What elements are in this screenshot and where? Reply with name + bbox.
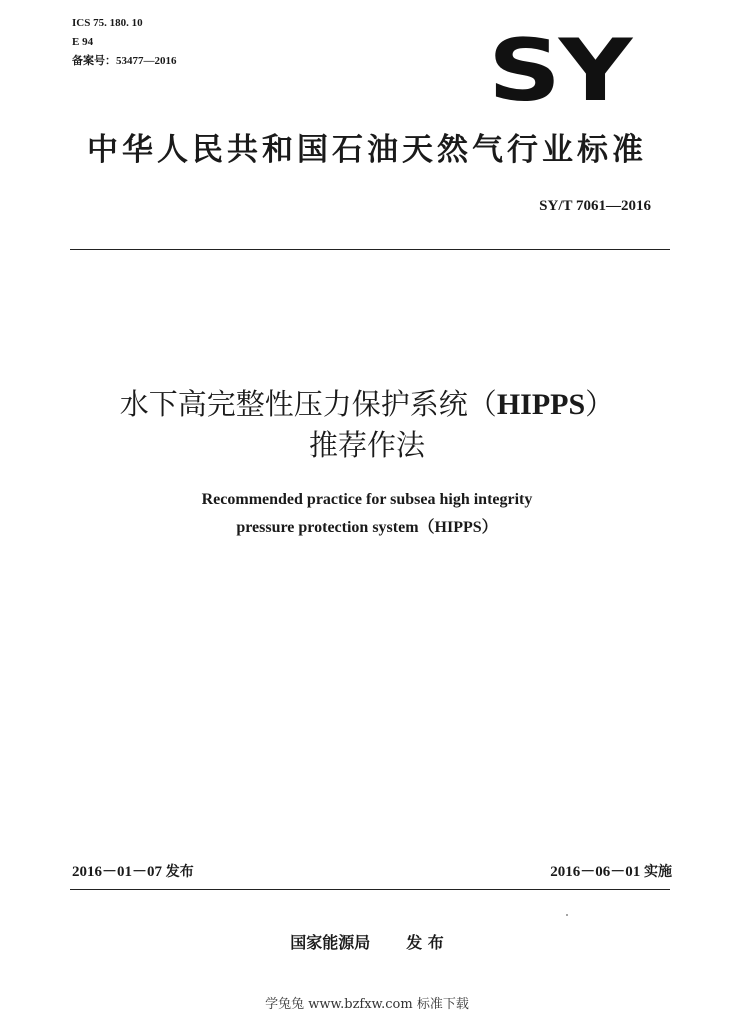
standard-number: SY/T 7061—2016 <box>539 198 651 214</box>
watermark-footer: 学兔兔 www.bzfxw.com 标准下载 <box>265 997 469 1012</box>
filing-number: 备案号：53477—2016 <box>72 55 177 67</box>
organization-title: 中华人民共和国石油天然气行业标准 <box>87 132 647 168</box>
publisher-name: 国家能源局 <box>290 933 371 952</box>
category-code: E 94 <box>72 36 94 48</box>
english-title <box>0 486 734 542</box>
effective-date-label: 实施 <box>644 864 672 880</box>
issue-date-value: 2016－01－07 <box>72 864 163 880</box>
publisher-line <box>0 930 734 953</box>
bottom-divider <box>70 889 670 890</box>
effective-date-value: 2016－06－01 <box>550 864 641 880</box>
english-title-line-2: pressure protection system（HIPPS） <box>236 519 498 536</box>
sy-logo: SY <box>488 21 630 121</box>
scan-speck <box>566 914 568 916</box>
publisher-action: 发 布 <box>406 933 444 952</box>
ics-code: ICS 75. 180. 10 <box>72 17 143 29</box>
document-metadata <box>72 14 177 71</box>
chinese-title <box>0 384 734 465</box>
chinese-title-line-1 <box>0 384 734 425</box>
english-title-line-1: Recommended practice for subsea high integrity <box>201 491 533 508</box>
effective-date <box>550 860 672 881</box>
title-abbreviation: HIPPS <box>496 388 586 421</box>
title-prefix: 水下高完整性压力保护系统（ <box>119 387 497 421</box>
issue-date-label: 发布 <box>165 864 194 880</box>
title-suffix: ） <box>585 387 615 421</box>
top-divider <box>70 249 670 250</box>
chinese-title-line-2: 推荐作法 <box>308 428 425 462</box>
issue-date <box>72 860 194 881</box>
